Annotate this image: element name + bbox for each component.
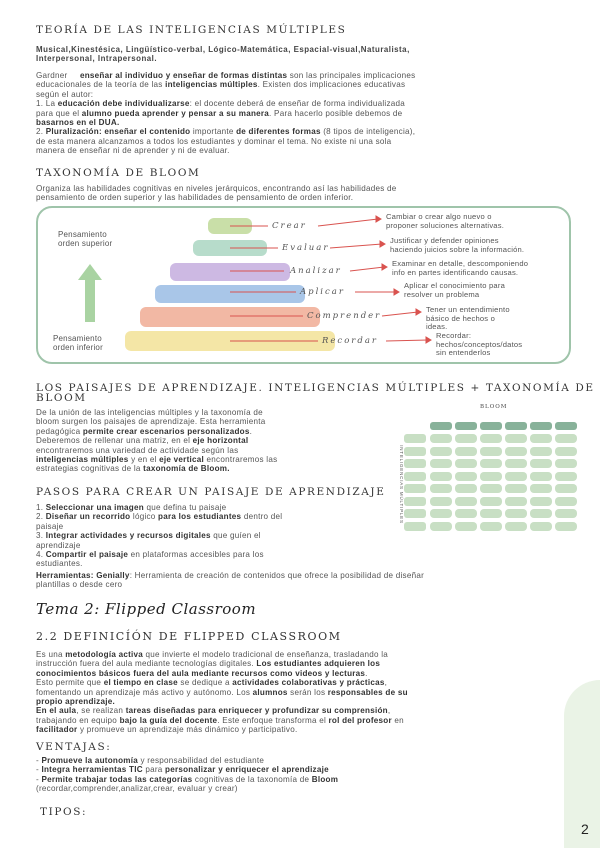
matrix-column-header [555,422,577,430]
matrix-cell [555,509,577,518]
matrix-column-header [530,422,552,430]
level-desc-recordar: Recordar: hechos/conceptos/datos sin entenderlos [436,331,523,358]
matrix-cell [505,497,527,506]
matrix-cell [430,447,452,456]
matrix-side-label: INTELIGENCIAS MÚLTIPLES [398,445,404,524]
matrix-title: BLOOM [480,404,508,410]
step-2: 2. Diseñar un recorrido lógico para los estudiantes dentro del [36,512,283,522]
steps-list: 1. Seleccionar una imagen que defina tu paisaje 2. Diseñar un recorrido lógico para los estudiantes dentro del paisaje 3. Integrar actividades y recursos digitales que guíen el aprendizaje 4. Compartir el paisaje en plataformas accesibles para los estudiantes. [36,503,366,569]
matrix-cell [555,484,577,493]
matrix-cell [530,484,552,493]
matrix-cell [505,522,527,531]
matrix-cell [430,497,452,506]
step-1: 1. Seleccionar una imagen que defina tu paisaje [36,503,227,512]
tools-paragraph: Herramientas: Genially: Herramienta de creación de contenidos que ofrece la posibilidad de diseñar plantillas o desde cero [36,571,425,590]
matrix-cell [530,459,552,468]
matrix-column-header [455,422,477,430]
matrix-column-header [505,422,527,430]
step-3: 3. Integrar actividades y recursos digitales que guíen el [36,531,261,541]
advantage-1: - Promueve la autonomía y responsabilidad del estudiante [36,756,265,765]
advantage-2: - Integra herramientas TIC para personalizar y enriquecer el aprendizaje [36,765,329,775]
matrix-row-header [404,472,426,481]
matrix-cell [480,459,502,468]
page-number: 2 [581,821,589,837]
section-title-flipped-definition: 2.2 DEFINICÍÓN DE FLIPPED CLASSROOM [36,630,342,643]
matrix-cell [480,522,502,531]
matrix-cell [555,434,577,443]
section-title-types: TIPOS: [40,806,88,818]
section-title-advantages: VENTAJAS: [36,741,112,753]
matrix-cell [555,459,577,468]
matrix-cell [455,447,477,456]
intelligence-types: Musical,Kinestésica, Lingüístico-verbal, Lógico-Matemática, Espacial-visual,Naturalista, Interpersonal, Intrapersonal. [36,45,410,64]
section-title-steps: PASOS PARA CREAR UN PAISAJE DE APRENDIZAJE [36,486,386,498]
level-label-evaluar: Evaluar [282,243,330,253]
matrix-cell [480,497,502,506]
lower-order-label: Pensamiento orden inferior [53,334,103,352]
matrix-cell [555,472,577,481]
matrix-cell [455,497,477,506]
matrix-row-header [404,497,426,506]
matrix-cell [455,472,477,481]
matrix-cell [505,472,527,481]
level-label-analizar: Analizar [290,266,342,276]
matrix-cell [480,472,502,481]
bloom-intro: Organiza las habilidades cognitivas en niveles jerárquicos, encontrando así las habilidades de pensamiento de orden superior y las habilidades de pensamiento de orden inferior. [36,184,397,203]
matrix-cell [530,522,552,531]
section-title-bloom: TAXONOMÍA DE BLOOM [36,167,201,179]
level-desc-evaluar: Justificar y defender opiniones haciendo juicios sobre la información. [390,236,525,254]
matrix-row-header [404,459,426,468]
matrix-cell [530,497,552,506]
matrix-cell [505,459,527,468]
landscapes-paragraph: De la unión de las inteligencias múltiples y la taxonomía de bloom surgen los paisajes de aprendizaje. Esta herramienta pedagógica permite crear escenarios personalizados. Deberemos de rellenar una matriz, en el eje horizontal encontraremos una variedad de actividade según las inteligencias múltiples y en el eje vertical encontraremos las estrategias cognitivas de la taxonomía de Bloom. [36,408,278,474]
matrix-row-header [404,484,426,493]
learning-landscape-matrix [388,402,578,552]
level-desc-crear: Cambiar o crear algo nuevo o proponer soluciones alternativas. [386,212,505,230]
matrix-cell [505,484,527,493]
level-desc-comprender: Tener un entendimiento básico de hechos o ideas. [426,305,510,332]
matrix-cell [455,522,477,531]
matrix-cell [530,434,552,443]
topic-heading: Tema 2: Flipped Classroom [36,600,257,618]
matrix-row-header [404,522,426,531]
matrix-cell [480,484,502,493]
advantages-list: - Promueve la autonomía y responsabilidad del estudiante - Integra herramientas TIC para personalizar y enriquecer el aprendizaje - Permite trabajar todas las categorías cognitivas de la taxonomía de Bloom (recordar,comprender,analizar,crear, evaluar y crear) [36,756,576,794]
matrix-cell [480,509,502,518]
gardner-paragraph: Gardner enseñar al individuo y enseñar de formas distintas son las principales implicaciones educacionales de la teoría de las inteligencias múltiples. Existen dos implicaciones educativas según el autor: 1. La educación debe individualizarse: el docente deberá de enseñar de forma individualizada para que el alumno pueda aprender y pensar a su manera. Para hacerlo posible debemos de basarnos en el DUA. 2. Pluralización: enseñar el contenido importante de diferentes formas (8 tipos de inteligencia), de esta manera alcanzamos a todos los estudiantes y dominar el tema. No existe ni una sola manera de enseñar ni de aprender y ni de evaluar. [36,71,416,156]
level-label-aplicar: Aplicar [300,287,345,297]
level-label-comprender: Comprender [307,311,382,321]
matrix-cell [430,434,452,443]
matrix-cell [455,509,477,518]
matrix-cell [430,484,452,493]
matrix-cell [555,497,577,506]
matrix-column-header [430,422,452,430]
matrix-cell [505,434,527,443]
matrix-row-header [404,434,426,443]
level-desc-aplicar: Aplicar el conocimiento para resolver un problema [404,281,505,299]
matrix-cell [530,472,552,481]
matrix-cell [480,447,502,456]
matrix-cell [505,509,527,518]
level-desc-analizar: Examinar en detalle, descomponiendo info en partes identificando causas. [392,259,529,277]
matrix-cell [555,447,577,456]
matrix-cell [455,459,477,468]
matrix-cell [455,434,477,443]
matrix-row-header [404,509,426,518]
matrix-cell [430,509,452,518]
matrix-row-header [404,447,426,456]
matrix-cell [530,447,552,456]
matrix-column-header [480,422,502,430]
flipped-definition-paragraph: Es una metodología activa que invierte el modelo tradicional de enseñanza, trasladando la instrucción fuera del aula mediante tecnologías digitales. Los estudiantes adquieren los conocimientos básicos fuera del aula mediante recursos como videos y lecturas. Esto permite que el tiempo en clase se dedique a actividades colaborativas y prácticas, fomentando un aprendizaje más activo y autónomo. Los alumnos serán los responsables de su propio aprendizaje. En el aula, se realizan tareas diseñadas para enriquecer y profundizar su comprensión, trabajando en equipo bajo la guía del docente. Este enfoque transforma el rol del profesor en facilitador y promueve un aprendizaje más dinámico y participativo. [36,650,408,735]
higher-order-label: Pensamiento orden superior [58,230,113,248]
level-label-crear: Crear [272,221,307,231]
matrix-cell [480,434,502,443]
matrix-cell [430,459,452,468]
section-title-multiple-intelligences: TEORÍA DE LAS INTELIGENCIAS MÚLTIPLES [36,24,347,36]
matrix-cell [455,484,477,493]
matrix-cell [555,522,577,531]
matrix-cell [430,522,452,531]
level-label-recordar: Recordar [322,336,378,346]
matrix-cell [505,447,527,456]
matrix-cell [430,472,452,481]
matrix-cell [530,509,552,518]
step-4: 4. Compartir el paisaje en plataformas accesibles para los [36,550,264,560]
advantage-3: - Permite trabajar todas las categorías cognitivas de la taxonomía de Bloom [36,774,339,784]
section-title-landscapes: LOS PAISAJES DE APRENDIZAJE. INTELIGENCIAS MÚLTIPLES + TAXONOMÍA DE BLOOM [36,382,595,404]
